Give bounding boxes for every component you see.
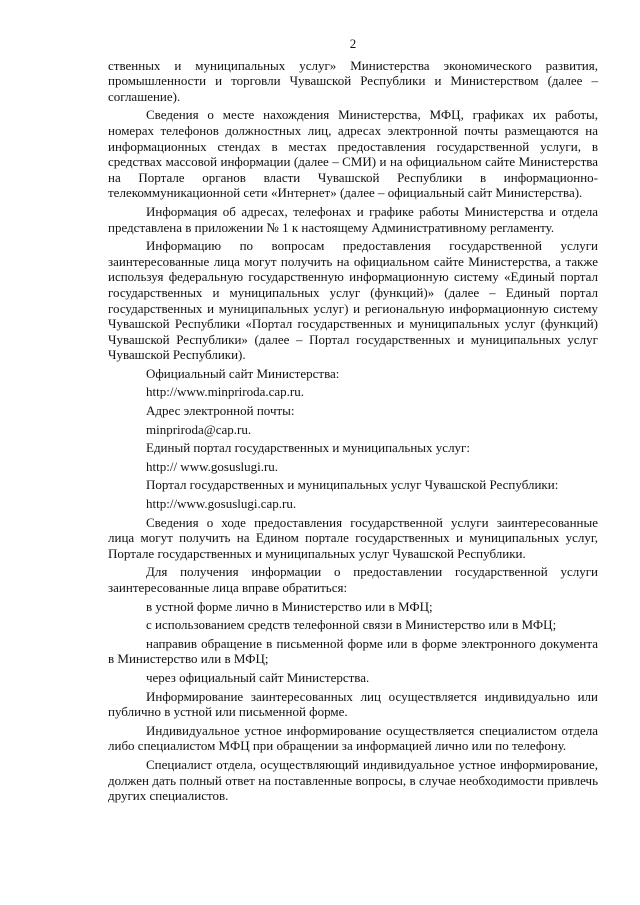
paragraph: Специалист отдела, осуществляющий индивидуальное устное информирование, должен дать полный ответ на поставленные вопросы, в случае необходимости привлечь других специалистов. — [108, 756, 598, 804]
contact-link[interactable]: http:// www.gosuslugi.ru. — [146, 458, 279, 474]
paragraph: Информация об адресах, телефонах и графике работы Министерства и отдела представлена в приложении № 1 к настоящему Административному регламенту. — [108, 203, 598, 235]
list-item: с использованием средств телефонной связи в Министерство или в МФЦ; — [146, 617, 557, 633]
document-page — [108, 36, 598, 807]
list-item: через официальный сайт Министерства. — [146, 669, 370, 685]
contact-line: Адрес электронной почты: — [146, 403, 295, 419]
paragraph: Сведения о ходе предоставления государственной услуги заинтересованные лица могут получить на Едином портале государственных и муниципальных услуг, Портале государственных и муниципальных услуг Чувашской Республики. — [108, 514, 598, 561]
paragraph: Индивидуальное устное информирование осуществляется специалистом отдела либо специалистом МФЦ при обращении за информацией лично или по телефону. — [108, 722, 598, 754]
page-number: 2 — [349, 36, 357, 51]
contact-email[interactable]: minpriroda@cap.ru. — [146, 421, 252, 437]
contact-line: Официальный сайт Министерства: — [146, 365, 340, 381]
paragraph: Сведения о месте нахождения Министерства, МФЦ, графиках их работы, номерах телефонов должностных лиц, адресах электронной почты размещаются на информационных стендах в местах предоставления государственной услуги, в средствах массовой информации (далее – СМИ) и на официальном сайте Министерства на Портале органов власти Чувашской Республики в информационно-телекоммуникационной сети «Интернет» (далее – официальный сайт Министерства). — [108, 107, 598, 201]
contact-line: Единый портал государственных и муниципальных услуг: — [146, 440, 470, 456]
list-item: направив обращение в письменной форме или в форме электронного документа в Министерство или в МФЦ; — [108, 635, 598, 667]
paragraph: Информацию по вопросам предоставления государственной услуги заинтересованные лица могут получить на официальном сайте Министерства, а также используя федеральную государственную информационную систему «Единый портал государственных и муниципальных услуг (функций)» (далее – Единый портал государственных и муниципальных услуг) и региональную информационную систему Чувашской Республики «Портал государственных и муниципальных услуг (функций) Чувашской Республики» (далее – Портал государственных и муниципальных услуг Чувашской Республики). — [108, 238, 598, 363]
contact-link[interactable]: http://www.minpriroda.cap.ru. — [146, 384, 305, 400]
contact-line: Портал государственных и муниципальных услуг Чувашской Республики: — [146, 477, 559, 493]
paragraph: ственных и муниципальных услуг» Министерства экономического развития, промышленности и торговли Чувашской Республики и Министерством (далее – соглашение). — [108, 57, 598, 104]
paragraph: Информирование заинтересованных лиц осуществляется индивидуально или публично в устной или письменной форме. — [108, 688, 598, 720]
paragraph: Для получения информации о предоставлении государственной услуги заинтересованные лица вправе обратиться: — [108, 564, 598, 595]
contact-link[interactable]: http://www.gosuslugi.cap.ru. — [146, 496, 297, 512]
list-item: в устной форме лично в Министерство или в МФЦ; — [146, 598, 433, 614]
